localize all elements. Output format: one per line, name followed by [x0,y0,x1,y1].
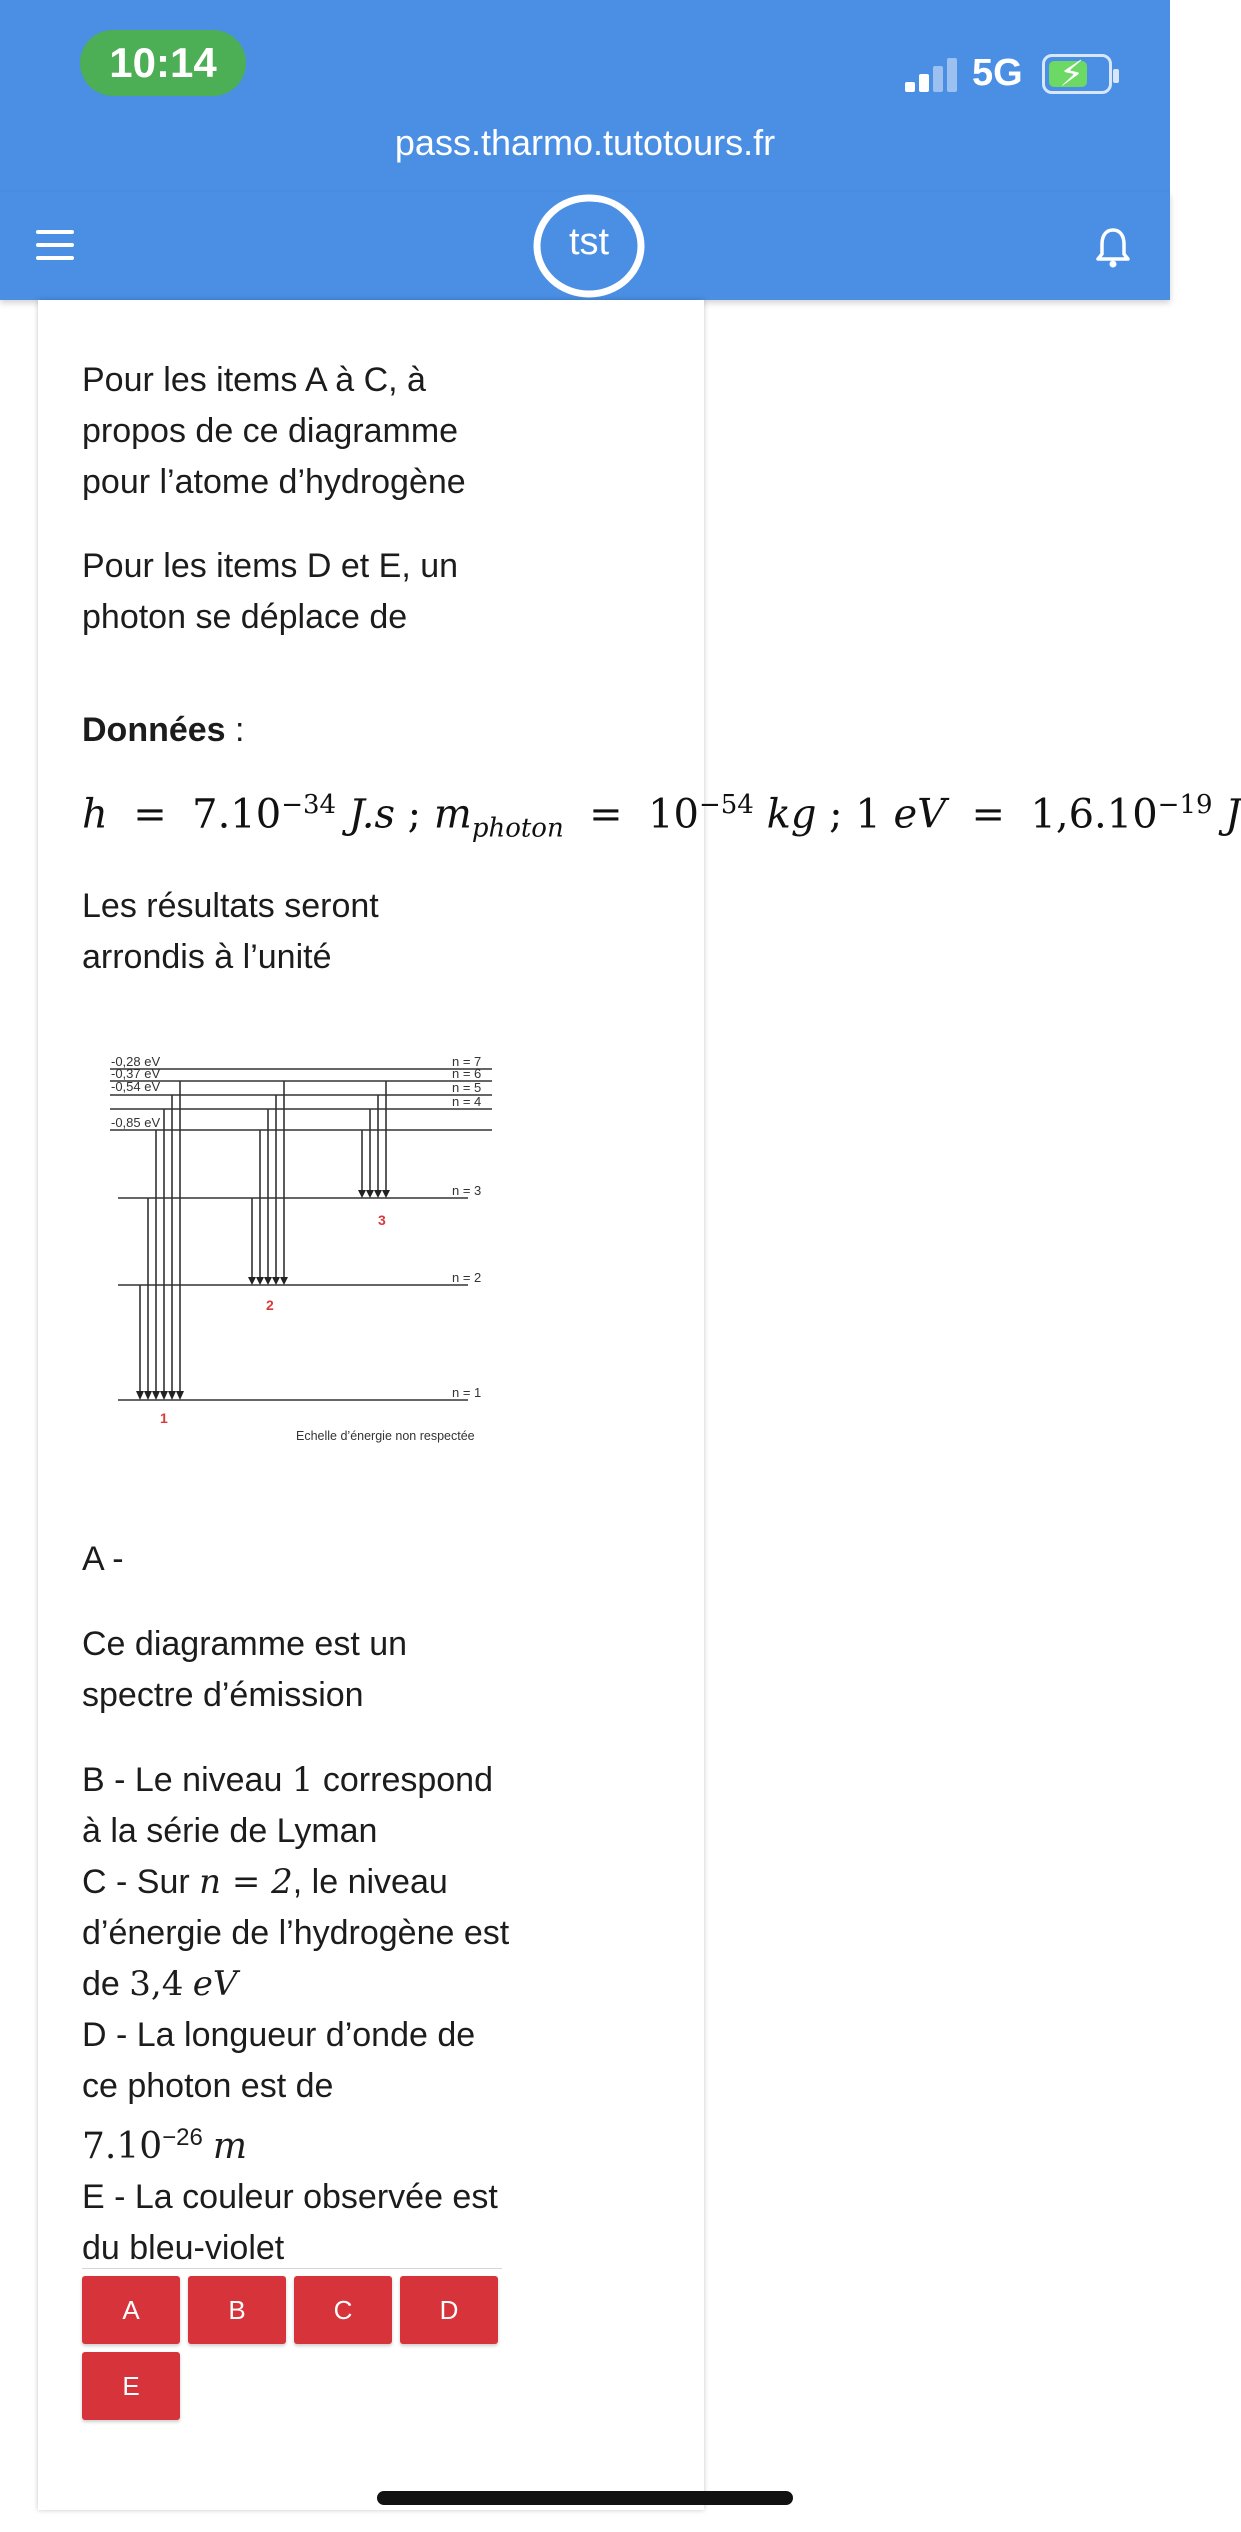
hamburger-icon[interactable] [36,230,76,262]
energy-label: -0,85 eV [111,1115,161,1130]
app-header [0,192,1170,300]
item-d-line2: ce photon est de [82,2067,334,2105]
logo-icon[interactable] [534,194,644,298]
item-d-line1: D - La longueur d’onde de [82,2016,476,2054]
series-label: 2 [266,1297,274,1313]
item-a-label: A - [82,1540,124,1578]
item-a-text: Ce diagramme est un [82,1625,408,1663]
signal-icon [905,56,961,92]
battery-icon: ⚡ [1042,54,1112,94]
level-label: n = 2 [452,1270,482,1285]
level-label: n = 5 [452,1080,482,1095]
item-e-line1: E - La couleur observée est [82,2178,498,2216]
answer-button-b[interactable]: B [188,2276,286,2344]
level-label: n = 6 [452,1066,482,1081]
status-bar [0,0,1170,192]
data-formula: $h = 7.10^{-34}$ J.s ; $m_{photon} = 10^{-54}$ kg ; 1 eV = $1,6.10^{-19}$ J [82,790,1241,844]
item-c: C - Sur n = 2, le niveau [82,1862,448,1902]
series-label: 3 [378,1212,386,1228]
rounding-line: Les résultats seront [82,887,379,925]
energy-label: -0,54 eV [111,1079,161,1094]
energy-label: -0,28 eV [111,1054,161,1069]
answer-button-e[interactable]: E [82,2352,180,2420]
level-label: n = 3 [452,1183,482,1198]
logo-text: tst [568,221,610,263]
items-text [82,1534,562,2274]
answer-button-c[interactable]: C [294,2276,392,2344]
item-e-line2: du bleu-violet [82,2229,285,2267]
intro-line: pour l’atome d’hydrogène [82,463,466,501]
divider [82,2268,502,2269]
rounding-line: arrondis à l’unité [82,938,332,976]
answer-button-d[interactable]: D [400,2276,498,2344]
status-time: 10:14 [80,30,246,96]
intro-line: Pour les items D et E, un [82,547,459,585]
item-b: B - Le niveau 1 correspond [82,1760,493,1800]
intro-line: photon se déplace de [82,598,408,636]
level-label: n = 4 [452,1094,482,1109]
series-label: 1 [160,1410,168,1426]
item-b-line2: à la série de Lyman [82,1812,378,1850]
intro-line: propos de ce diagramme [82,412,459,450]
answer-button-a[interactable]: A [82,2276,180,2344]
intro-line: Pour les items A à C, à [82,361,426,399]
diagram-caption: Echelle d’énergie non respectée [296,1429,475,1443]
question-text [82,355,552,756]
level-label: n = 7 [452,1054,482,1069]
energy-diagram [100,1045,510,1455]
home-indicator [377,2491,793,2505]
network-label: 5G [972,52,1023,94]
url-bar[interactable]: pass.tharmo.tutotours.fr [394,122,776,163]
level-label: n = 1 [452,1385,482,1400]
bell-icon[interactable] [1094,226,1132,268]
energy-label: -0,37 eV [111,1066,161,1081]
item-a-text: spectre d’émission [82,1676,364,1714]
item-c-line2: d’énergie de l’hydrogène est [82,1914,510,1952]
item-d-value: $7.10^{-26}$ m [82,2124,248,2167]
rounding-text [82,881,552,983]
item-c-line3: de 3,4 eV [82,1964,238,2004]
donnees-heading: Données : [82,711,245,749]
